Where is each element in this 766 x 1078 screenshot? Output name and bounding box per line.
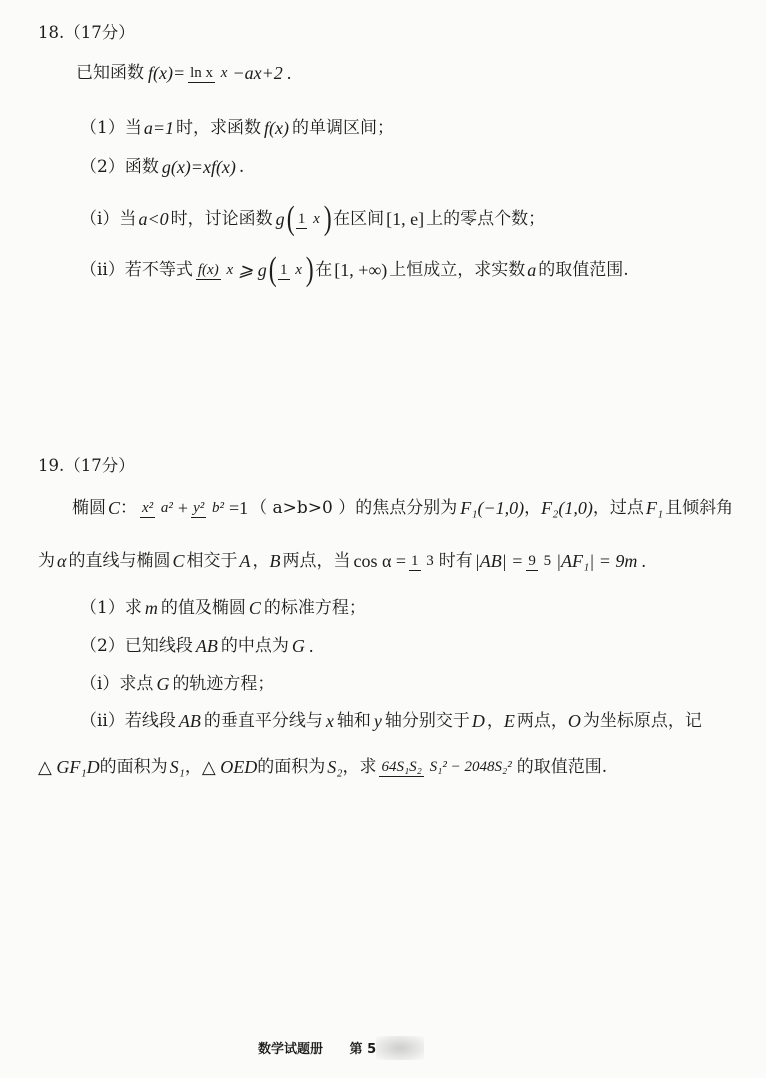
page-footer: 数学试题册 第 5	[258, 1042, 377, 1057]
q18-part2: （2）函数 g(x)=xf(x) .	[80, 157, 245, 177]
q18-part2-i: （i）当 a<0 时，讨论函数 g ( 1 x ) 在区间 [1, e] 上的零点个数；	[80, 200, 546, 237]
fraction-9-over-5: 9 5	[528, 552, 552, 569]
q18-intro: 已知函数 f(x)= ln x x −ax+2 .	[76, 63, 292, 83]
fraction-x2-over-a2: x² a²	[142, 499, 173, 516]
q19-part2-i: （i）求点 G 的轨迹方程；	[80, 674, 275, 694]
q18-part1: （1）当 a=1 时，求函数 f(x) 的单调区间；	[80, 118, 394, 138]
q19-part2-ii: （ii）若线段 AB 的垂直平分线与 x 轴和 y 轴分别交于 D ， E 两点， O 为坐标原点，记	[80, 711, 702, 731]
q19-part1: （1）求 m 的值及椭圆 C 的标准方程；	[80, 598, 366, 618]
q18-heading: 18.（17分）	[38, 23, 135, 42]
fraction-fx-over-x: f(x) x	[197, 261, 234, 278]
fraction-64s1s2: 64S₁S₂ S₁² − 2048S₂²	[381, 758, 512, 775]
q19-heading: 19.（17分）	[38, 456, 135, 475]
fraction-1-over-3: 1 3	[411, 552, 434, 569]
fraction-y2-over-b2: y² b²	[193, 499, 224, 516]
q19-last-line: △ GF₁D 的面积为 S₁ ， △ OED 的面积为 S₂ ，求 64S₁S₂ S₁² − 2048S₂² 的取值范围.	[38, 757, 608, 777]
fraction-1-over-x: 1 x	[297, 210, 320, 227]
q19-line2: 为 α 的直线与椭圆 C 相交于 A ， B 两点，当 cos α = 1 3 时有 |AB| = 9 5 |AF₁| = 9m .	[38, 551, 647, 571]
q18-part2-ii: （ii）若不等式 f(x) x ⩾ g ( 1 x ) 在 [1, +∞) 上恒成立，求实数 a 的取值范围.	[80, 251, 629, 288]
fraction-lnx-over-x: ln x x	[190, 64, 228, 81]
q19-part2: （2）已知线段 AB 的中点为 G .	[80, 636, 314, 656]
page-corner-shadow	[376, 1036, 424, 1060]
q19-line1: 椭圆 C ： x² a² + y² b² =1 （ a>b>0 ） 的焦点分别为 F₁(−1,0) ， F₂(1,0) ，过点 F₁ 且倾斜角	[72, 498, 734, 518]
fraction-1-over-x-2: 1 x	[280, 261, 302, 278]
